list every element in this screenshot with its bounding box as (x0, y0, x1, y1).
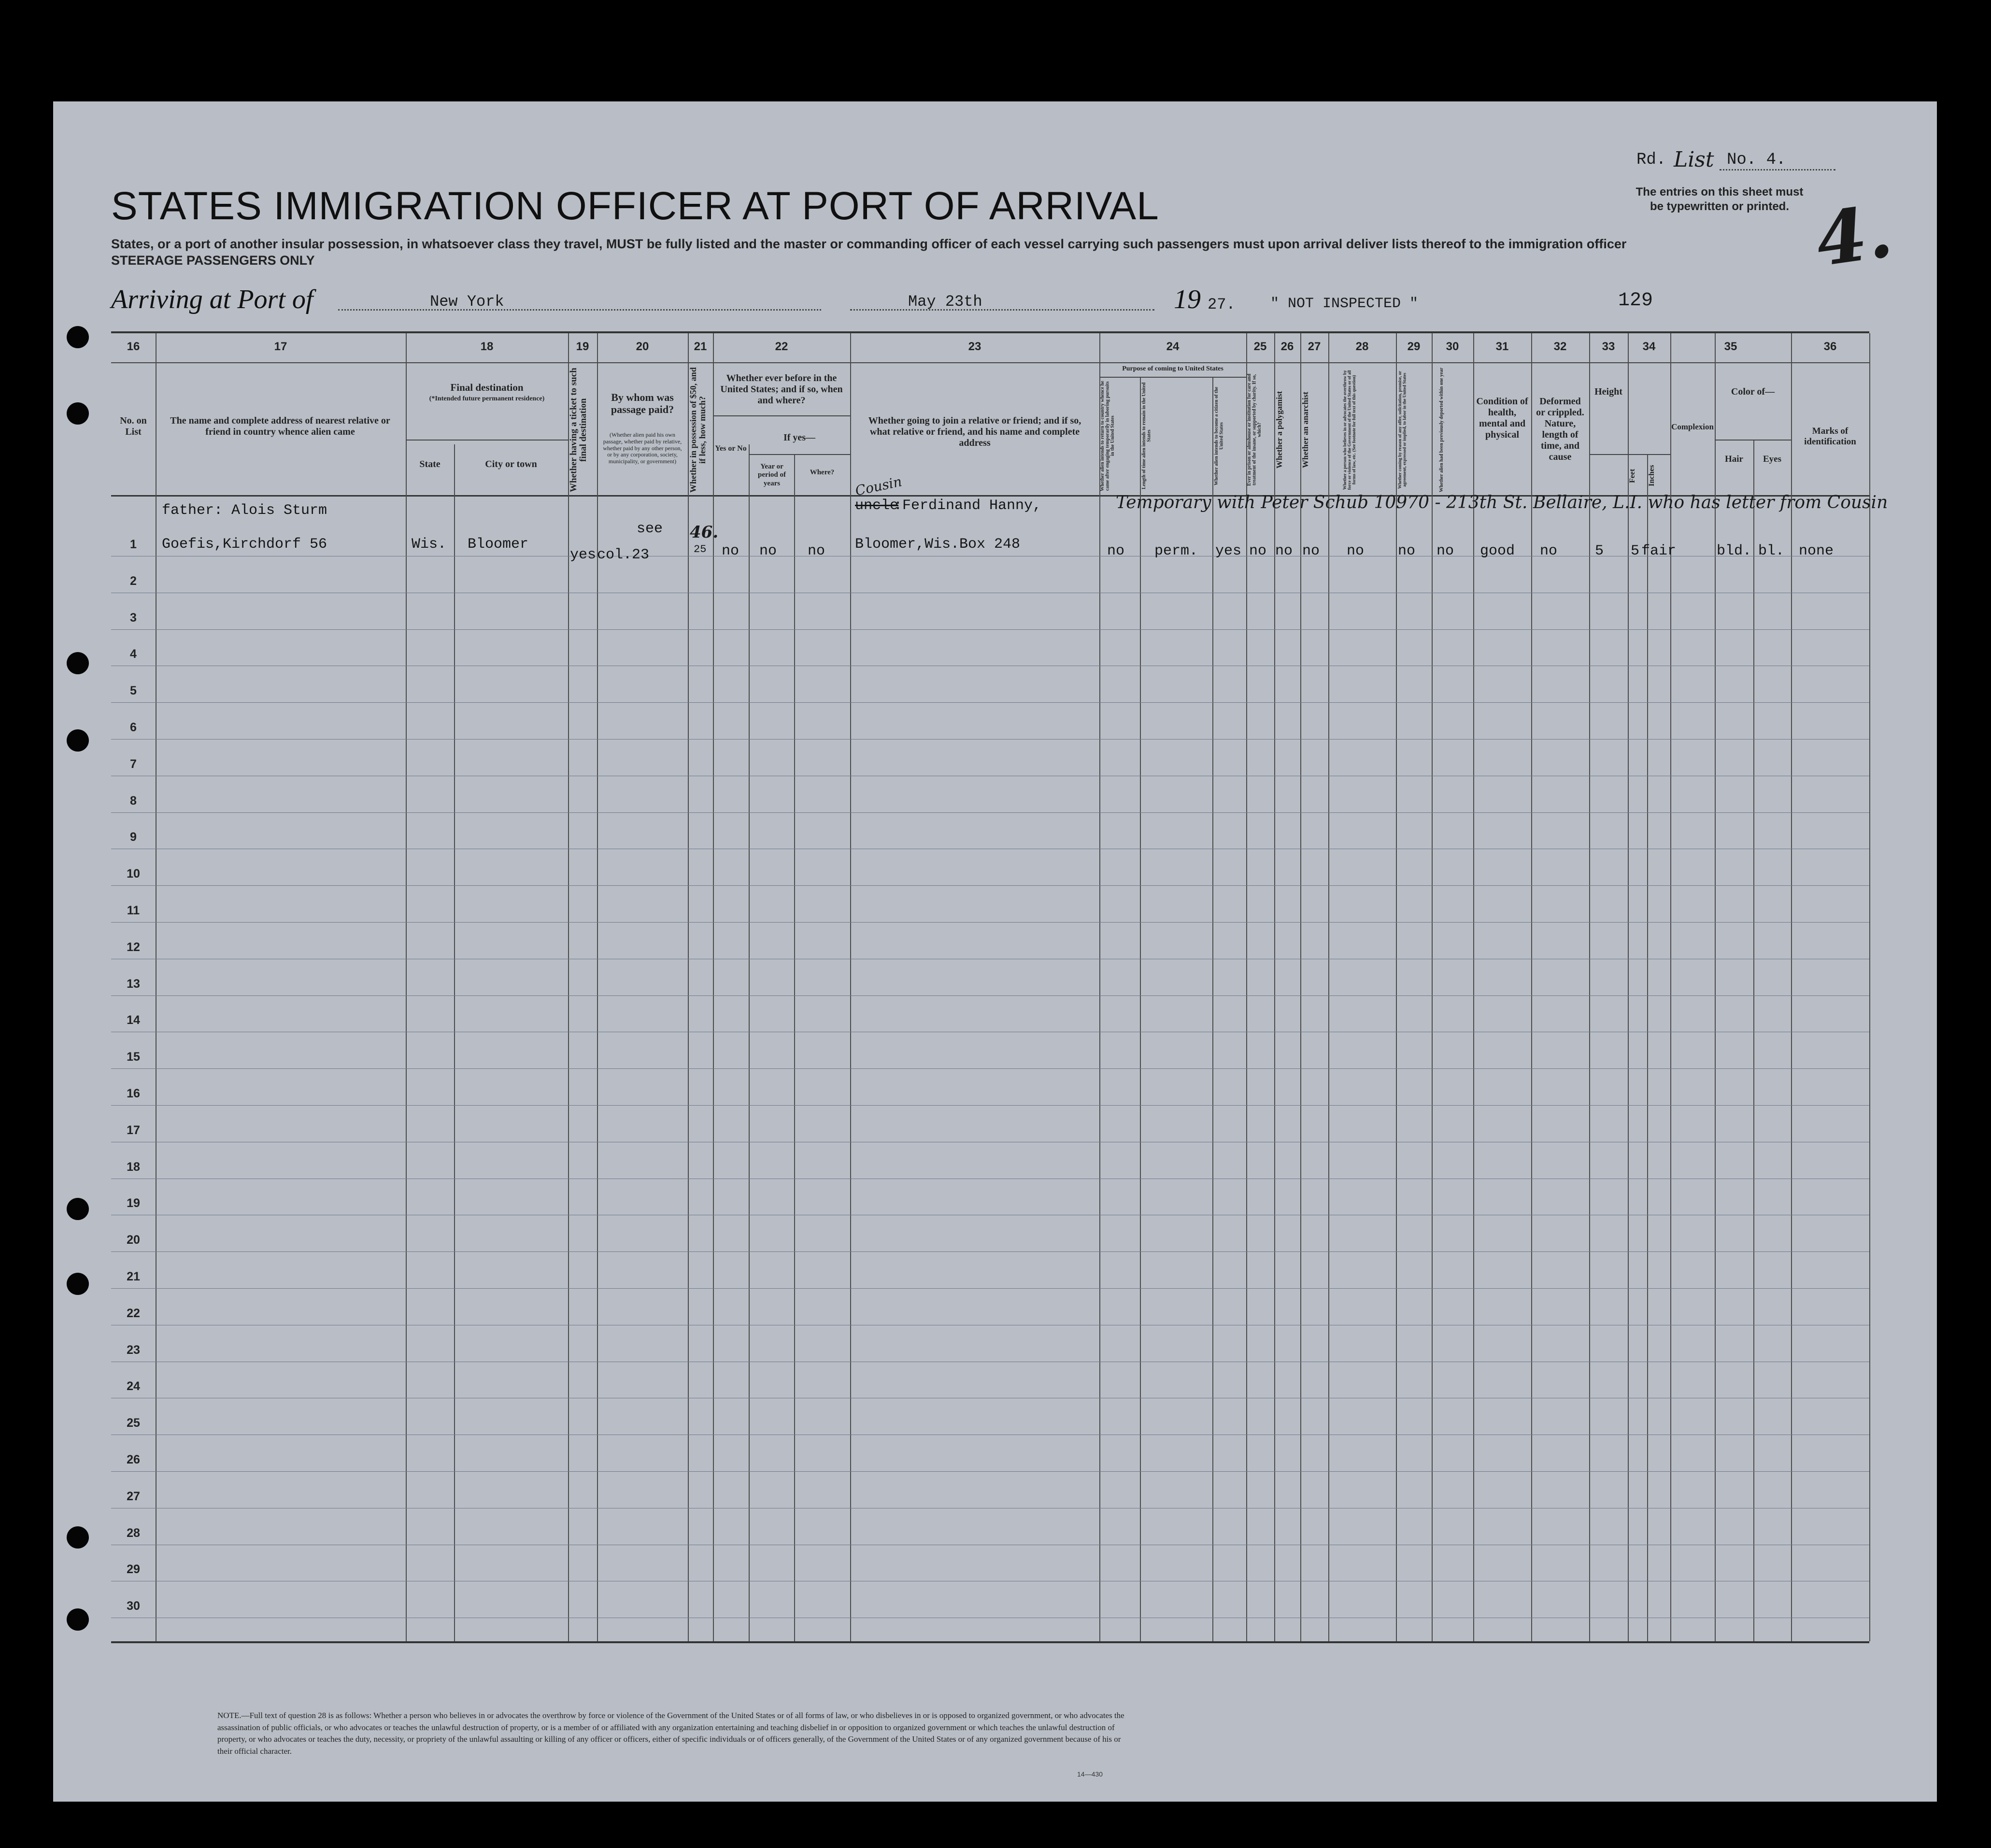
row-number: 12 (127, 940, 140, 954)
join-handwritten: Cousin (853, 473, 904, 499)
eyes-value: bl. (1758, 543, 1785, 559)
form-number: 14—430 (1077, 1770, 1103, 1778)
dest-state: Wis. (412, 536, 447, 553)
col-header-feet: Feet (1628, 469, 1636, 483)
punch-hole (67, 1273, 89, 1295)
col-num-35: 35 (1724, 340, 1737, 353)
prison-value: no (1249, 543, 1267, 559)
col-header-complexion: Complexion (1671, 422, 1714, 431)
col-num-34: 34 (1642, 340, 1656, 353)
page-number: 129 (1618, 290, 1653, 312)
punch-hole (67, 402, 89, 425)
punch-hole (67, 1526, 89, 1549)
col-header-height: Height (1594, 386, 1622, 397)
list-number: No. 4. (1727, 151, 1786, 169)
col-header-polygamist: Whether a polygamist (1275, 391, 1284, 469)
relative-address: Goefis,Kirchdorf 56 (162, 536, 327, 553)
before-where: no (808, 543, 825, 559)
row-number: 24 (127, 1379, 140, 1393)
row-number: 3 (130, 611, 137, 625)
row-number: 1 (130, 538, 137, 551)
col-num-36: 36 (1823, 340, 1837, 353)
row-number: 28 (127, 1526, 140, 1540)
col-header-color: Color of— (1731, 386, 1775, 397)
footnote: NOTE.—Full text of question 28 is as follows: Whether a person who believes in or advocates the overthrow by force or violence of the Government of the United States or of all forms of law, or who disbelieves in or is opposed to organized government, or who advocates the assassination of public officials, or who advocates or teaches the unlawful destruction of property, or is a member of or affiliated with any organization entertaining and teaching disbelief in or opposition to organized government or which teaches the unlawful destruction of property, or who advocates or teaches the duty, necessity, or propriety of the unlawful assaulting or killing of any officer or officers, either of specific individuals or of officers generally, of the Government of the United States or of any organized government because of his or their official character. (217, 1711, 1124, 1756)
sheet-number-mark: 4. (1810, 188, 1898, 284)
col-header-passage-note: (Whether alien paid his own passage, whether paid by relative, whether paid by any other person, or by any corporation, society, municipality, or government) (603, 431, 682, 465)
col-header-eyes: Eyes (1763, 454, 1781, 464)
col-header-health: Condition of health, mental and physical (1476, 396, 1528, 440)
row-number: 9 (130, 830, 137, 844)
before-year: no (759, 543, 777, 559)
date-value: May 23th (908, 293, 982, 311)
year-prefix: 19 (1174, 284, 1201, 314)
col-num-24: 24 (1166, 340, 1180, 353)
col-num-22: 22 (775, 340, 788, 353)
col-num-33: 33 (1602, 340, 1615, 353)
row-number: 20 (127, 1233, 140, 1247)
col-header-deported: Whether alien had been previously deported within one year (1439, 368, 1444, 492)
row-number: 7 (130, 757, 137, 771)
row-number: 8 (130, 794, 137, 808)
relative-name: father: Alois Sturm (162, 502, 327, 519)
col-header-before-where: Where? (810, 469, 835, 476)
list-number-line (1720, 169, 1835, 171)
row-number: 13 (127, 977, 140, 991)
col-header-prison: Ever in prison or almshouse or institution for care and treatment of the insane, or supported by charity. If so, which? (1247, 373, 1262, 486)
col-header-relative: The name and complete address of nearest relative or friend in country whence alien came (170, 415, 390, 437)
col-header-deformed: Deformed or crippled. Nature, length of time, and cause (1536, 396, 1584, 462)
header-divider (111, 362, 1869, 363)
col-header-money: Whether in possession of $50, and if less, how much? (688, 367, 707, 493)
col-header-city: City or town (485, 459, 537, 469)
row-number: 21 (127, 1270, 140, 1283)
table-row (111, 1068, 1869, 1069)
table-row (111, 812, 1869, 813)
col-num-20: 20 (636, 340, 649, 353)
col-num-29: 29 (1407, 340, 1421, 353)
col-num-21: 21 (694, 340, 707, 353)
page-title: STATES IMMIGRATION OFFICER AT PORT OF ARRIVAL (111, 184, 1159, 228)
overthrow-value: no (1347, 543, 1365, 559)
col-header-final-destination-note: (*Intended future permanent residence) (429, 395, 545, 402)
row-number: 19 (127, 1196, 140, 1210)
col-num-26: 26 (1280, 340, 1294, 353)
table-row (111, 629, 1869, 630)
col-num-23: 23 (968, 340, 981, 353)
col-header-marks: Marks of identification (1804, 426, 1856, 447)
passage-line2: col.23 (597, 547, 650, 563)
col-num-28: 28 (1355, 340, 1369, 353)
col-header-citizen: Whether alien intends to become a citizen of the United States (1214, 386, 1224, 485)
ticket-value: yes (570, 547, 597, 563)
col-header-return: Whether alien intends to return to country whence he came after engaging temporarily in laboring pursuits in the United States (1100, 381, 1115, 491)
col-header-inches: Inches (1648, 465, 1656, 487)
header-class: STEERAGE PASSENGERS ONLY (111, 253, 315, 268)
col-num-25: 25 (1253, 340, 1267, 353)
header-instructions: States, or a port of another insular possession, in whatsoever class they travel, MUST be fully listed and the master or commanding officer of each vessel carrying such passengers must upon arrival deliver lists thereof to the immigration officer (111, 237, 1627, 251)
arriving-label: Arriving at Port of (111, 284, 313, 314)
punch-hole (67, 652, 89, 674)
money-typed: 25 (694, 543, 707, 555)
port-line (338, 309, 821, 311)
col-header-ticket: Whether having a ticket to such final destination (569, 368, 588, 492)
height-inches: 5 (1631, 543, 1640, 559)
col-num-19: 19 (576, 340, 589, 353)
col-header-overthrow: Whether a person who believes in or advocates the overthrow by force or violence of the Government of the United States or of all forms of law, etc. (See footnote for full text of this question) (1342, 370, 1356, 490)
col-num-16: 16 (127, 340, 140, 353)
handwritten-annotation: Temporary with Peter Schub 10970 - 213th St. Bellaire, L.I. who has letter from Cousin (1116, 493, 1888, 512)
join-address: Bloomer,Wis.Box 248 (855, 536, 1021, 553)
date-line (850, 309, 1154, 311)
row-number: 15 (127, 1050, 140, 1064)
col-header-length: Length of time alien intends to remain in the United States (1141, 382, 1152, 490)
table-row (111, 1251, 1869, 1252)
polygamist-value: no (1275, 543, 1293, 559)
col-header-join: Whether going to join a relative or friend; and if so, what relative or friend, and his name and complete address (868, 415, 1081, 448)
col-header-final-destination: Final destination (450, 382, 524, 393)
col-header-hair: Hair (1725, 454, 1743, 464)
col-header-anarchist: Whether an anarchist (1301, 391, 1310, 469)
manifest-table (111, 331, 1888, 1643)
row-number: 14 (127, 1013, 140, 1027)
row-number: 29 (127, 1563, 140, 1577)
row-number: 23 (127, 1343, 140, 1357)
join-name: :Ferdinand Hanny, (894, 498, 1042, 514)
row-number: 6 (130, 721, 137, 734)
row-number: 10 (127, 867, 140, 881)
col-num-32: 32 (1553, 340, 1567, 353)
row-number: 18 (127, 1160, 140, 1174)
col-header-offer: Whether coming by reason of any offer, solicitation, promise, or agreement, expressed or implied, to labor in the United States (1397, 370, 1407, 489)
punch-hole (67, 1608, 89, 1631)
col-header-state: State (419, 459, 441, 469)
port-value: New York (430, 293, 504, 311)
deported-value: no (1436, 543, 1454, 559)
return-value: no (1107, 543, 1125, 559)
row-number: 30 (127, 1599, 140, 1613)
col-header-if-yes: If yes— (783, 432, 816, 443)
row-number: 16 (127, 1087, 140, 1100)
table-row (111, 1105, 1869, 1106)
hair-value: bld. (1717, 543, 1752, 559)
col-num-27: 27 (1308, 340, 1321, 353)
complexion-value: fair (1641, 543, 1677, 559)
table-row (111, 702, 1869, 703)
punch-hole (67, 1198, 89, 1220)
height-feet: 5 (1595, 543, 1604, 559)
table-row (111, 995, 1869, 996)
col-header-list-no: No. on List (120, 415, 147, 437)
offer-value: no (1398, 543, 1416, 559)
before-yesno: no (722, 543, 740, 559)
col-header-before-yesno: Yes or No (715, 444, 747, 453)
typewritten-note: The entries on this sheet must be typewritten or printed. (1635, 185, 1804, 213)
citizen-value: yes (1215, 543, 1242, 559)
marks-value: none (1799, 543, 1834, 559)
row-number: 5 (130, 684, 137, 698)
col-header-purpose: Purpose of coming to United States (1122, 365, 1223, 372)
col-num-30: 30 (1446, 340, 1459, 353)
col-header-passage: By whom was passage paid? (611, 391, 674, 416)
row-number: 17 (127, 1123, 140, 1137)
dest-city: Bloomer (468, 536, 529, 553)
inspection-status: " NOT INSPECTED " (1270, 296, 1419, 312)
deformed-value: no (1540, 543, 1558, 559)
col-header-before-in-us: Whether ever before in the United States; and if so, when and where? (720, 373, 843, 406)
row-number: 2 (130, 574, 137, 588)
col-header-before-year: Year or period of years (758, 463, 786, 487)
passage-line1: see (637, 521, 663, 537)
row-number: 27 (127, 1489, 140, 1503)
year-suffix: 27. (1208, 296, 1236, 313)
money-handwritten: 46. (690, 523, 719, 542)
row-number: 26 (127, 1453, 140, 1466)
table-row (111, 1471, 1869, 1472)
health-value: good (1480, 543, 1515, 559)
row-number: 11 (127, 904, 140, 917)
list-prefix: Rd. (1636, 151, 1666, 169)
list-label: List (1674, 147, 1714, 172)
row-number: 25 (127, 1416, 140, 1430)
punch-hole (67, 326, 89, 348)
row-number: 22 (127, 1306, 140, 1320)
punch-hole (67, 729, 89, 752)
row-number: 4 (130, 647, 137, 661)
table-row (111, 885, 1869, 886)
join-struck: uncle (855, 498, 899, 514)
col-num-31: 31 (1495, 340, 1509, 353)
table-row (111, 1288, 1869, 1289)
table-row (111, 922, 1869, 923)
anarchist-value: no (1302, 543, 1320, 559)
length-value: perm. (1154, 543, 1198, 559)
col-num-17: 17 (274, 340, 287, 353)
col-num-18: 18 (480, 340, 494, 353)
